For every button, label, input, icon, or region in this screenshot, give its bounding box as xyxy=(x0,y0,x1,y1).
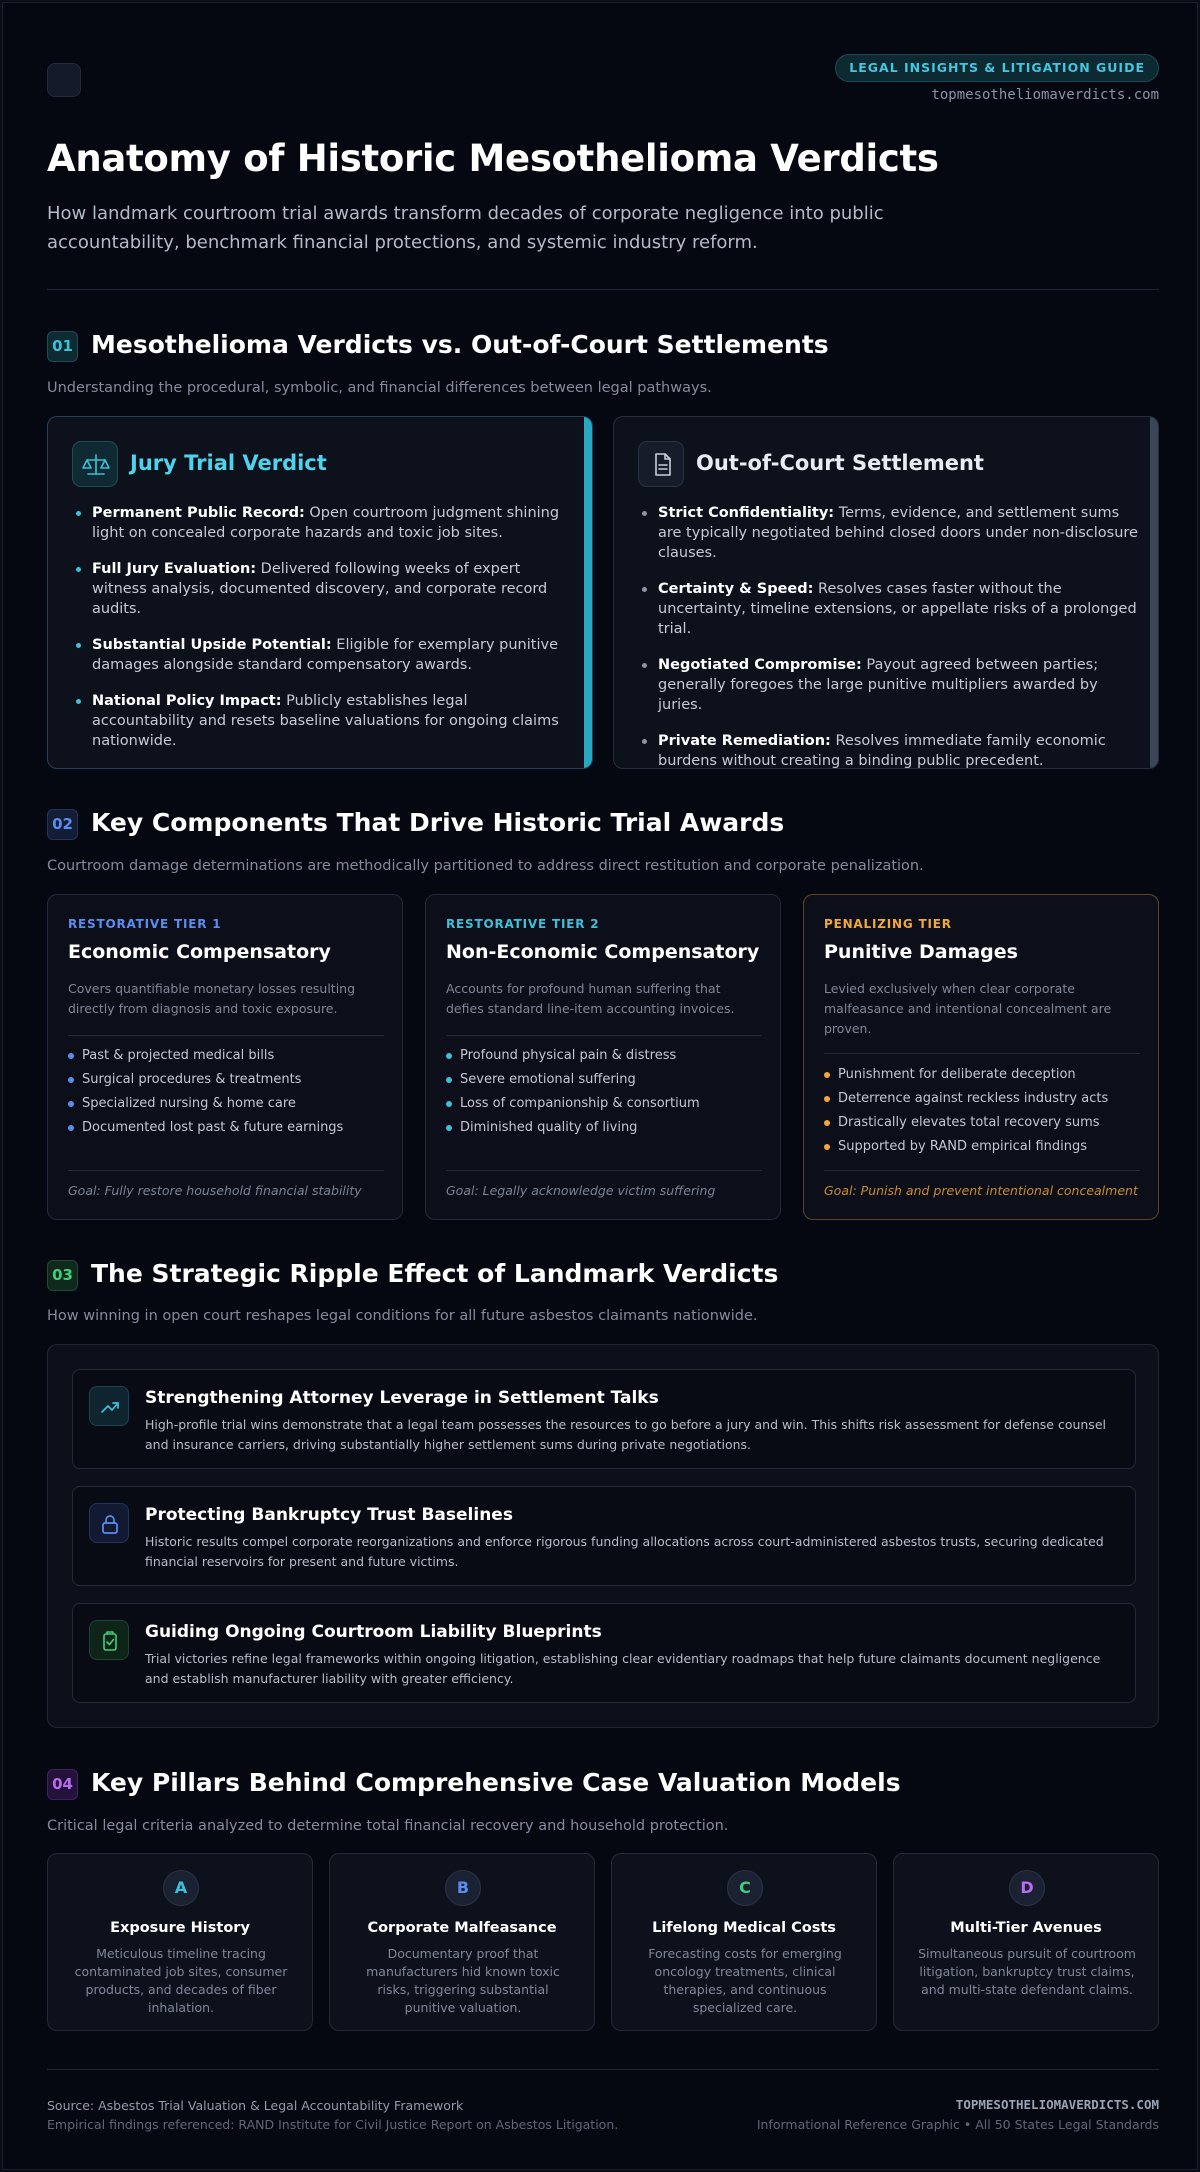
list-item: Supported by RAND empirical findings xyxy=(824,1139,1108,1155)
list-item: Profound physical pain & distress xyxy=(446,1048,700,1064)
pillar-letter: A xyxy=(163,1870,199,1906)
tier-card-non-economic xyxy=(425,894,781,1220)
section-number: 03 xyxy=(47,1260,78,1291)
ripple-item-text: High-profile trial wins demonstrate that a legal team possesses the resources to go before a jury and win. This shifts risk assessment for defense counsel and insurance carriers, driving substantially higher settlement sums during private negotiations. xyxy=(145,1417,1106,1452)
tier-goal: Goal: Fully restore household financial stability xyxy=(68,1183,362,1198)
tier-label: PENALIZING TIER xyxy=(824,917,952,931)
pillar-card-avenues xyxy=(893,1853,1159,2031)
section-subtitle: How winning in open court reshapes legal conditions for all future asbestos claimants nationwide. xyxy=(47,1308,758,1324)
ripple-item-leverage xyxy=(72,1369,1136,1469)
jury-benefits-list xyxy=(92,503,572,767)
pillar-card-medical xyxy=(611,1853,877,2031)
footer-source: Source: Asbestos Trial Valuation & Legal Accountability Framework xyxy=(47,2098,464,2113)
list-item: National Policy Impact: Publicly establishes legal accountability and resets baseline valuations for ongoing claims nationwide. xyxy=(92,691,572,751)
tier-items-list xyxy=(68,1048,343,1144)
section-subtitle: Critical legal criteria analyzed to determine total financial recovery and household protection. xyxy=(47,1818,729,1834)
ripple-item-title: Guiding Ongoing Courtroom Liability Blueprints xyxy=(145,1622,602,1642)
list-item: Drastically elevates total recovery sums xyxy=(824,1115,1108,1131)
pillar-letter: D xyxy=(1009,1870,1045,1906)
tier-items-list xyxy=(446,1048,700,1144)
list-item: Diminished quality of living xyxy=(446,1120,700,1136)
list-item: Private Remediation: Resolves immediate family economic burdens without creating a binding public precedent. xyxy=(658,731,1138,769)
pillar-description: Simultaneous pursuit of courtroom litigation, bankruptcy trust claims, and multi-state defendant claims. xyxy=(918,1946,1136,1997)
card-title: Jury Trial Verdict xyxy=(130,451,327,475)
pillar-name: Corporate Malfeasance xyxy=(367,1920,557,1936)
pillar-description: Documentary proof that manufacturers hid known toxic risks, triggering substantial punitive valuation. xyxy=(366,1946,560,2015)
tier-divider xyxy=(824,1170,1140,1171)
section-title: The Strategic Ripple Effect of Landmark Verdicts xyxy=(91,1259,779,1288)
pillar-name: Exposure History xyxy=(110,1920,250,1936)
pillar-card-exposure xyxy=(47,1853,313,2031)
pillar-description: Meticulous timeline tracing contaminated job sites, consumer products, and decades of fiber inhalation. xyxy=(74,1946,288,2015)
ripple-item-title: Strengthening Attorney Leverage in Settlement Talks xyxy=(145,1388,659,1408)
list-item: Loss of companionship & consortium xyxy=(446,1096,700,1112)
page-subtitle: How landmark courtroom trial awards transform decades of corporate negligence into public accountability, benchmark financial protections, and systemic industry reform. xyxy=(47,203,884,253)
logo-icon xyxy=(47,63,81,97)
lock-icon xyxy=(89,1503,129,1543)
list-item: Severe emotional suffering xyxy=(446,1072,700,1088)
clipboard-check-icon xyxy=(89,1620,129,1660)
pillar-letter: C xyxy=(727,1870,763,1906)
ripple-item-title: Protecting Bankruptcy Trust Baselines xyxy=(145,1505,513,1525)
tier-label: RESTORATIVE TIER 1 xyxy=(68,917,222,931)
pillar-description: Forecasting costs for emerging oncology treatments, clinical therapies, and continuous specialized care. xyxy=(648,1946,842,2015)
list-item: Substantial Upside Potential: Eligible for exemplary punitive damages alongside standard compensatory awards. xyxy=(92,635,572,675)
tier-description: Accounts for profound human suffering that defies standard line-item accounting invoices. xyxy=(446,981,735,1016)
tier-card-punitive xyxy=(803,894,1159,1220)
ripple-item-bankruptcy xyxy=(72,1486,1136,1586)
section-number: 02 xyxy=(47,809,78,840)
section-subtitle: Courtroom damage determinations are methodically partitioned to address direct restitution and corporate penalization. xyxy=(47,858,924,874)
scale-icon xyxy=(72,441,118,487)
tier-divider xyxy=(68,1170,384,1171)
tier-divider xyxy=(446,1170,762,1171)
section-number: 01 xyxy=(47,331,78,362)
ripple-item-blueprints xyxy=(72,1603,1136,1703)
tier-goal: Goal: Punish and prevent intentional concealment xyxy=(824,1183,1138,1198)
settlement-card xyxy=(613,416,1159,769)
list-item: Permanent Public Record: Open courtroom judgment shining light on concealed corporate hazards and toxic job sites. xyxy=(92,503,572,543)
tier-card-economic xyxy=(47,894,403,1220)
card-accent-bar xyxy=(1150,417,1158,768)
footer-site-url[interactable]: TOPMESOTHELIOMAVERDICTS.COM xyxy=(955,2097,1159,2112)
footer-divider xyxy=(47,2069,1159,2070)
tier-divider xyxy=(446,1035,762,1036)
jury-verdict-card xyxy=(47,416,593,769)
tier-divider xyxy=(824,1053,1140,1054)
settlement-features-list xyxy=(658,503,1138,769)
pillar-letter: B xyxy=(445,1870,481,1906)
pillar-name: Multi-Tier Avenues xyxy=(950,1920,1102,1936)
tier-divider xyxy=(68,1035,384,1036)
list-item: Negotiated Compromise: Payout agreed between parties; generally foregoes the large punitive multipliers awarded by juries. xyxy=(658,655,1138,715)
card-accent-bar xyxy=(584,417,592,768)
list-item: Strict Confidentiality: Terms, evidence, and settlement sums are typically negotiated behind closed doors under non-disclosure clauses. xyxy=(658,505,1138,561)
pillar-name: Lifelong Medical Costs xyxy=(652,1920,836,1936)
tier-label: RESTORATIVE TIER 2 xyxy=(446,917,600,931)
section-title: Key Pillars Behind Comprehensive Case Valuation Models xyxy=(91,1768,901,1797)
tier-goal: Goal: Legally acknowledge victim suffering xyxy=(446,1183,716,1198)
pillar-card-malfeasance xyxy=(329,1853,595,2031)
section-title: Key Components That Drive Historic Trial Awards xyxy=(91,808,785,837)
list-item: Full Jury Evaluation: Delivered following weeks of expert witness analysis, documented discovery, and corporate record audits. xyxy=(92,559,572,619)
section-number: 04 xyxy=(47,1769,78,1800)
tier-name: Economic Compensatory xyxy=(68,941,331,963)
section-title: Mesothelioma Verdicts vs. Out-of-Court Settlements xyxy=(91,330,829,359)
tier-name: Punitive Damages xyxy=(824,941,1018,963)
footer-findings: Empirical findings referenced: RAND Institute for Civil Justice Report on Asbestos Litigation. xyxy=(47,2117,619,2132)
tier-items-list xyxy=(824,1067,1108,1163)
tier-description: Levied exclusively when clear corporate malfeasance and intentional concealment are proven. xyxy=(824,981,1112,1036)
site-url[interactable]: topmesotheliomaverdicts.com xyxy=(931,87,1159,103)
list-item: Punishment for deliberate deception xyxy=(824,1067,1108,1083)
document-icon xyxy=(638,441,684,487)
list-item: Specialized nursing & home care xyxy=(68,1096,343,1112)
card-title: Out-of-Court Settlement xyxy=(696,451,984,475)
ripple-item-text: Historic results compel corporate reorganizations and enforce rigorous funding allocations across court-administered asbestos trusts, securing dedicated financial reservoirs for present and future victims. xyxy=(145,1534,1104,1569)
section-subtitle: Understanding the procedural, symbolic, and financial differences between legal pathways. xyxy=(47,380,712,396)
ripple-effect-panel xyxy=(47,1344,1159,1728)
list-item: Past & projected medical bills xyxy=(68,1048,343,1064)
trending-up-icon xyxy=(89,1386,129,1426)
tier-description: Covers quantifiable monetary losses resulting directly from diagnosis and toxic exposure. xyxy=(68,981,356,1016)
page-title: Anatomy of Historic Mesothelioma Verdicts xyxy=(47,137,939,180)
footer-note: Informational Reference Graphic • All 50 States Legal Standards xyxy=(756,2117,1159,2132)
category-badge: LEGAL INSIGHTS & LITIGATION GUIDE xyxy=(835,54,1159,82)
list-item: Documented lost past & future earnings xyxy=(68,1120,343,1136)
header-divider xyxy=(47,289,1159,290)
page-frame xyxy=(2,2,1198,2170)
list-item: Surgical procedures & treatments xyxy=(68,1072,343,1088)
list-item: Certainty & Speed: Resolves cases faster without the uncertainty, timeline extensions, or appellate risks of a prolonged trial. xyxy=(658,581,1137,637)
ripple-item-text: Trial victories refine legal frameworks within ongoing litigation, establishing clear evidentiary roadmaps that help future claimants document negligence and establish manufacturer liability with greater efficiency. xyxy=(145,1651,1101,1686)
list-item: Deterrence against reckless industry acts xyxy=(824,1091,1108,1107)
tier-name: Non-Economic Compensatory xyxy=(446,941,760,963)
